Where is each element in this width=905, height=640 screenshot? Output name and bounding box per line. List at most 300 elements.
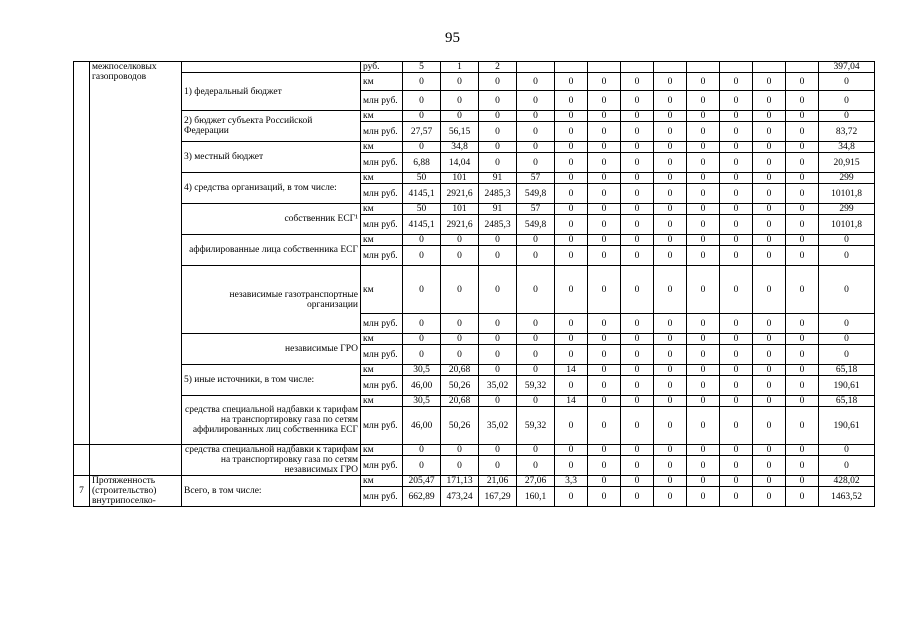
funding-source-cell: 3) местный бюджет [182,142,361,173]
year-value-cell: 0 [786,345,819,365]
year-value-cell: 0 [621,91,654,111]
year-value-cell: 0 [588,111,621,122]
year-value-cell: 0 [621,445,654,456]
year-value-cell: 27,57 [403,122,441,142]
row-number-cell: 7 [74,476,90,507]
year-value-cell: 0 [555,73,588,91]
year-value-cell: 0 [517,246,555,266]
funding-source-cell: 2) бюджет субъекта Российской Федерации [182,111,361,142]
year-value-cell: 101 [441,204,479,215]
year-value-cell: 0 [687,334,720,345]
year-value-cell: 0 [588,235,621,246]
year-value-cell: 473,24 [441,487,479,507]
unit-cell: млн руб. [361,407,403,445]
year-value-cell: 0 [720,111,753,122]
year-value-cell: 0 [441,345,479,365]
year-value-cell: 0 [479,456,517,476]
year-value-cell: 35,02 [479,376,517,396]
year-value-cell: 0 [403,314,441,334]
year-value-cell: 0 [687,111,720,122]
year-value-cell [687,62,720,73]
year-value-cell: 0 [720,235,753,246]
unit-cell: км [361,365,403,376]
unit-cell: км [361,142,403,153]
year-value-cell [654,62,687,73]
year-value-cell: 0 [786,215,819,235]
year-value-cell: 0 [753,376,786,396]
year-value-cell: 0 [588,266,621,314]
year-value-cell: 0 [654,487,687,507]
total-cell: 65,18 [819,365,875,376]
year-value-cell: 0 [720,173,753,184]
year-value-cell: 0 [555,235,588,246]
year-value-cell [720,62,753,73]
year-value-cell: 0 [441,314,479,334]
year-value-cell: 0 [654,266,687,314]
page-number: 95 [445,30,460,46]
year-value-cell: 0 [403,445,441,456]
year-value-cell: 0 [753,456,786,476]
unit-cell: км [361,73,403,91]
year-value-cell: 0 [654,235,687,246]
unit-cell: км [361,266,403,314]
year-value-cell: 0 [555,266,588,314]
year-value-cell: 0 [720,91,753,111]
year-value-cell: 0 [753,91,786,111]
year-value-cell: 0 [687,487,720,507]
year-value-cell: 0 [621,456,654,476]
total-cell: 65,18 [819,396,875,407]
indicator-name-cell: Протяженность (строительство) внутрипоселко- [90,476,182,507]
year-value-cell: 0 [403,111,441,122]
year-value-cell: 0 [621,396,654,407]
year-value-cell: 0 [517,142,555,153]
year-value-cell: 0 [753,445,786,456]
year-value-cell: 59,32 [517,376,555,396]
year-value-cell: 0 [687,407,720,445]
year-value-cell: 0 [555,407,588,445]
year-value-cell: 0 [517,111,555,122]
year-value-cell: 14,04 [441,153,479,173]
unit-cell: млн руб. [361,91,403,111]
total-cell: 428,02 [819,476,875,487]
indicator-name-cell: межпоселковых газопроводов [90,62,182,445]
unit-cell: км [361,334,403,345]
year-value-cell [588,62,621,73]
year-value-cell: 0 [753,153,786,173]
year-value-cell: 0 [687,445,720,456]
year-value-cell: 0 [621,235,654,246]
year-value-cell: 0 [687,246,720,266]
year-value-cell: 57 [517,204,555,215]
year-value-cell: 0 [720,376,753,396]
year-value-cell: 0 [403,334,441,345]
year-value-cell: 0 [687,153,720,173]
year-value-cell: 46,00 [403,376,441,396]
year-value-cell: 0 [621,246,654,266]
unit-cell: млн руб. [361,215,403,235]
year-value-cell: 0 [654,365,687,376]
total-cell: 0 [819,345,875,365]
year-value-cell: 0 [786,266,819,314]
year-value-cell: 0 [517,396,555,407]
funding-source-cell: независимые ГРО [182,334,361,365]
unit-cell: млн руб. [361,184,403,204]
year-value-cell [786,62,819,73]
total-cell: 83,72 [819,122,875,142]
year-value-cell: 0 [588,73,621,91]
year-value-cell: 0 [588,376,621,396]
year-value-cell: 0 [555,153,588,173]
year-value-cell: 0 [687,184,720,204]
year-value-cell: 56,15 [441,122,479,142]
unit-cell: млн руб. [361,487,403,507]
year-value-cell: 0 [654,204,687,215]
year-value-cell: 0 [720,407,753,445]
year-value-cell: 0 [654,445,687,456]
year-value-cell: 0 [555,122,588,142]
total-cell: 0 [819,456,875,476]
year-value-cell: 0 [588,204,621,215]
year-value-cell: 0 [786,456,819,476]
year-value-cell: 0 [687,235,720,246]
year-value-cell: 0 [441,334,479,345]
year-value-cell: 0 [621,204,654,215]
year-value-cell: 0 [786,396,819,407]
year-value-cell: 0 [555,184,588,204]
year-value-cell: 2485,3 [479,215,517,235]
year-value-cell: 30,5 [403,365,441,376]
year-value-cell: 0 [786,314,819,334]
year-value-cell: 0 [687,142,720,153]
total-cell: 10101,8 [819,184,875,204]
year-value-cell: 0 [403,91,441,111]
table-row [74,62,875,73]
year-value-cell: 0 [654,73,687,91]
year-value-cell: 0 [753,396,786,407]
year-value-cell: 0 [654,184,687,204]
year-value-cell: 0 [786,111,819,122]
unit-cell: км [361,111,403,122]
year-value-cell: 0 [588,334,621,345]
year-value-cell: 0 [687,122,720,142]
year-value-cell: 0 [588,153,621,173]
unit-cell: км [361,445,403,456]
year-value-cell: 0 [588,476,621,487]
year-value-cell: 0 [753,407,786,445]
total-cell: 0 [819,334,875,345]
year-value-cell: 0 [786,73,819,91]
total-cell: 10101,8 [819,215,875,235]
year-value-cell: 0 [786,407,819,445]
year-value-cell: 0 [720,153,753,173]
year-value-cell: 0 [479,153,517,173]
year-value-cell: 30,5 [403,396,441,407]
year-value-cell: 0 [621,407,654,445]
row-number-cell [74,62,90,445]
funding-source-cell: средства специальной надбавки к тарифам на транспортировку газа по сетям независимых ГРО [182,445,361,476]
total-cell: 0 [819,266,875,314]
year-value-cell: 0 [479,445,517,456]
year-value-cell: 0 [753,487,786,507]
year-value-cell: 0 [517,456,555,476]
year-value-cell: 0 [479,235,517,246]
year-value-cell: 0 [555,334,588,345]
year-value-cell: 0 [555,215,588,235]
year-value-cell [517,62,555,73]
year-value-cell: 0 [621,73,654,91]
year-value-cell: 0 [687,376,720,396]
funding-source-cell: 5) иные источники, в том числе: [182,365,361,396]
year-value-cell: 0 [621,345,654,365]
year-value-cell: 160,1 [517,487,555,507]
year-value-cell: 14 [555,396,588,407]
year-value-cell: 0 [403,246,441,266]
year-value-cell: 0 [441,73,479,91]
year-value-cell: 0 [403,235,441,246]
year-value-cell [753,62,786,73]
year-value-cell: 0 [479,334,517,345]
table-row [74,111,875,122]
unit-cell: км [361,476,403,487]
year-value-cell: 21,06 [479,476,517,487]
year-value-cell: 0 [588,445,621,456]
year-value-cell: 0 [479,91,517,111]
year-value-cell: 0 [654,334,687,345]
year-value-cell: 0 [517,314,555,334]
year-value-cell: 0 [720,396,753,407]
year-value-cell: 14 [555,365,588,376]
year-value-cell: 0 [753,235,786,246]
year-value-cell: 0 [588,456,621,476]
year-value-cell: 0 [720,73,753,91]
year-value-cell: 0 [687,91,720,111]
year-value-cell: 0 [621,476,654,487]
total-cell: 299 [819,173,875,184]
total-cell: 0 [819,91,875,111]
year-value-cell: 0 [786,376,819,396]
year-value-cell: 0 [517,153,555,173]
funding-source-cell: собственник ЕСГ¹ [182,204,361,235]
year-value-cell: 0 [654,407,687,445]
year-value-cell: 0 [555,314,588,334]
year-value-cell: 27,06 [517,476,555,487]
year-value-cell: 0 [588,122,621,142]
year-value-cell: 0 [517,73,555,91]
year-value-cell: 0 [621,334,654,345]
year-value-cell: 0 [441,246,479,266]
year-value-cell: 0 [786,91,819,111]
year-value-cell: 0 [441,111,479,122]
total-cell: 0 [819,73,875,91]
unit-cell: млн руб. [361,376,403,396]
year-value-cell: 0 [621,376,654,396]
year-value-cell: 0 [720,487,753,507]
year-value-cell: 0 [479,266,517,314]
unit-cell: км [361,396,403,407]
funding-source-cell: средства специальной надбавки к тарифам на транспортировку газа по сетям аффилированных лиц собственника ЕСГ [182,396,361,445]
table-row [74,173,875,184]
year-value-cell: 0 [517,266,555,314]
year-value-cell: 0 [720,215,753,235]
year-value-cell: 0 [441,266,479,314]
total-cell: 0 [819,235,875,246]
year-value-cell: 2921,6 [441,184,479,204]
year-value-cell: 0 [555,456,588,476]
year-value-cell: 0 [687,173,720,184]
year-value-cell: 0 [588,345,621,365]
year-value-cell: 0 [654,111,687,122]
year-value-cell: 0 [621,215,654,235]
year-value-cell: 0 [588,173,621,184]
budget-table [73,61,875,507]
year-value-cell: 0 [720,334,753,345]
year-value-cell: 0 [753,345,786,365]
year-value-cell: 0 [588,184,621,204]
year-value-cell: 0 [403,345,441,365]
year-value-cell: 0 [753,246,786,266]
year-value-cell: 205,47 [403,476,441,487]
year-value-cell: 0 [479,73,517,91]
unit-cell: млн руб. [361,246,403,266]
total-cell: 20,915 [819,153,875,173]
year-value-cell: 0 [588,487,621,507]
year-value-cell: 50,26 [441,407,479,445]
funding-source-cell: 4) средства организаций, в том числе: [182,173,361,204]
year-value-cell: 0 [654,153,687,173]
year-value-cell: 0 [654,142,687,153]
year-value-cell: 0 [588,91,621,111]
year-value-cell: 0 [654,91,687,111]
year-value-cell: 0 [720,266,753,314]
year-value-cell: 50,26 [441,376,479,396]
year-value-cell: 0 [441,456,479,476]
year-value-cell: 0 [786,184,819,204]
year-value-cell: 0 [753,365,786,376]
year-value-cell: 0 [479,246,517,266]
year-value-cell: 0 [621,142,654,153]
year-value-cell: 0 [687,314,720,334]
funding-source-cell: Всего, в том числе: [182,476,361,507]
year-value-cell: 0 [687,215,720,235]
year-value-cell: 0 [786,235,819,246]
funding-source-cell: аффилированные лица собственника ЕСГ [182,235,361,266]
table-row [74,73,875,91]
year-value-cell: 0 [654,122,687,142]
year-value-cell: 0 [753,184,786,204]
funding-source-cell [182,62,361,73]
total-cell: 0 [819,111,875,122]
table-row [74,235,875,246]
unit-cell: руб. [361,62,403,73]
table-row [74,334,875,345]
total-cell: 0 [819,445,875,456]
year-value-cell: 0 [720,204,753,215]
unit-cell: млн руб. [361,345,403,365]
year-value-cell [555,62,588,73]
total-cell: 190,61 [819,407,875,445]
year-value-cell: 0 [517,122,555,142]
year-value-cell: 0 [588,396,621,407]
year-value-cell: 0 [654,456,687,476]
year-value-cell: 3,3 [555,476,588,487]
year-value-cell: 0 [621,184,654,204]
year-value-cell: 0 [687,456,720,476]
year-value-cell: 0 [786,204,819,215]
year-value-cell: 0 [786,122,819,142]
year-value-cell: 6,88 [403,153,441,173]
funding-source-cell: независимые газотранспортные организации [182,266,361,334]
table-row [74,365,875,376]
year-value-cell: 0 [786,173,819,184]
year-value-cell: 0 [753,111,786,122]
unit-cell: млн руб. [361,153,403,173]
year-value-cell: 0 [555,111,588,122]
year-value-cell: 0 [403,456,441,476]
year-value-cell: 0 [555,345,588,365]
year-value-cell: 0 [555,487,588,507]
year-value-cell: 57 [517,173,555,184]
year-value-cell: 0 [786,445,819,456]
year-value-cell: 59,32 [517,407,555,445]
year-value-cell: 0 [720,456,753,476]
year-value-cell: 0 [555,246,588,266]
year-value-cell: 0 [786,476,819,487]
year-value-cell: 0 [654,396,687,407]
year-value-cell: 0 [403,266,441,314]
year-value-cell: 0 [786,487,819,507]
year-value-cell: 35,02 [479,407,517,445]
year-value-cell: 46,00 [403,407,441,445]
year-value-cell: 0 [588,246,621,266]
year-value-cell: 5 [403,62,441,73]
year-value-cell: 0 [720,345,753,365]
total-cell: 299 [819,204,875,215]
year-value-cell: 0 [555,445,588,456]
indicator-name-cell [90,445,182,476]
year-value-cell: 0 [720,314,753,334]
year-value-cell: 2921,6 [441,215,479,235]
unit-cell: млн руб. [361,122,403,142]
year-value-cell: 0 [654,173,687,184]
year-value-cell: 0 [753,334,786,345]
year-value-cell: 20,68 [441,396,479,407]
table-row [74,476,875,487]
year-value-cell: 0 [687,476,720,487]
unit-cell: км [361,235,403,246]
year-value-cell: 0 [555,142,588,153]
year-value-cell: 0 [479,365,517,376]
year-value-cell: 0 [654,476,687,487]
year-value-cell: 0 [555,204,588,215]
year-value-cell: 0 [555,376,588,396]
table-row [74,266,875,314]
year-value-cell: 0 [687,266,720,314]
year-value-cell: 2 [479,62,517,73]
year-value-cell: 0 [517,445,555,456]
year-value-cell: 0 [654,314,687,334]
year-value-cell: 0 [517,365,555,376]
year-value-cell: 0 [753,204,786,215]
unit-cell: км [361,173,403,184]
table-row [74,445,875,456]
year-value-cell: 171,13 [441,476,479,487]
year-value-cell: 0 [720,445,753,456]
year-value-cell: 0 [720,476,753,487]
year-value-cell: 0 [621,266,654,314]
year-value-cell: 0 [479,314,517,334]
year-value-cell: 91 [479,204,517,215]
